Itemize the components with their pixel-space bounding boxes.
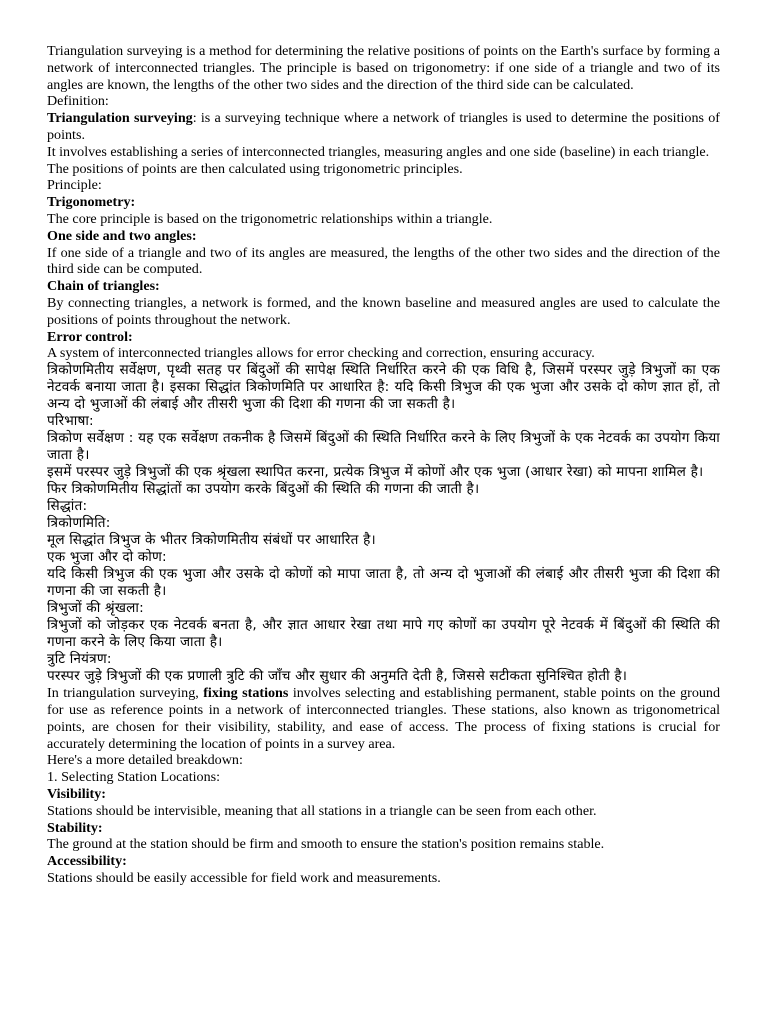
sides-angles-heading-text: One side and two angles: [47, 227, 197, 244]
hindi-trigonometry-text: मूल सिद्धांत त्रिभुज के भीतर त्रिकोणमितीय संबंधों पर आधारित है। [47, 532, 376, 549]
fixing-stations-body: involves selecting and establishing permanent, stable points on the ground for use as reference points in a network of interconnected triangles. These stations, also known as trigonometrical points, are chosen for their visibility, stability, and ease of access. The process of fixing stations is crucial for accurately determining the location of points in a survey area. [47, 685, 721, 752]
visibility-heading-text: Visibility: [47, 785, 106, 802]
trigonometry-heading-text: Trigonometry: [47, 194, 136, 211]
trigonometry-text: The core principle is based on the trigonometric relationships within a triangle. [47, 210, 493, 227]
sides-angles-text: If one side of a triangle and two of its angles are measured, the lengths of the other two sides and the direction of the third side can be computed. [47, 244, 720, 278]
chain-heading-text: Chain of triangles: [47, 278, 160, 295]
visibility-heading [47, 786, 720, 803]
step-1-heading: 1. Selecting Station Locations: [47, 769, 221, 786]
hindi-intro-paragraph: त्रिकोणमितीय सर्वेक्षण, पृथ्वी सतह पर बिंदुओं की सापेक्ष स्थिति निर्धारित करने की एक विधि है, जिसमें परस्पर जुड़े त्रिभुजों का एक नेटवर्क बनाया जाता है। इसका सिद्धांत त्रिकोणमिति पर आधारित है: यदि किसी त्रिभुज की एक भुजा और उसके दो कोण ज्ञात हों, तो अन्य दो भुजाओं की लंबाई और तीसरी भुजा की दिशा की गणना की जा सकती है। [47, 362, 720, 413]
stability-heading-text: Stability: [47, 819, 103, 836]
hindi-principle-label: सिद्धांत: [47, 498, 88, 515]
hindi-chain-heading: त्रिभुजों की श्रृंखला: [47, 600, 144, 617]
hindi-sides-angles-text: यदि किसी त्रिभुज की एक भुजा और उसके दो कोणों को मापा जाता है, तो अन्य दो भुजाओं की लंबाई और तीसरी भुजा की दिशा की गणना की जा सकती है। [47, 566, 720, 600]
intro-paragraph: Triangulation surveying is a method for determining the relative positions of points on the Earth's surface by forming a network of interconnected triangles. The principle is based on trigonometry: if one side of a triangle and two of its angles are known, the lengths of the other two sides and the direction of the third side can be calculated. [47, 43, 720, 93]
definition-detail-2: The positions of points are then calculated using trigonometric principles. [47, 160, 463, 177]
definition-term: Triangulation surveying [47, 110, 193, 127]
hindi-sides-angles-heading: एक भुजा और दो कोण: [47, 549, 167, 566]
definition-detail-1: It involves establishing a series of interconnected triangles, measuring angles and one side (baseline) in each triangle. [47, 143, 710, 160]
hindi-error-control-text: परस्पर जुड़े त्रिभुजों की एक प्रणाली त्रुटि की जाँच और सुधार की अनुमति देती है, जिससे सटीकता सुनिश्चित होती है। [47, 668, 628, 685]
definition-text: : is a surveying technique where a network of triangles is used to determine the positions of points. [47, 110, 720, 143]
stability-text: The ground at the station should be firm and smooth to ensure the station's position remains stable. [47, 836, 605, 853]
hindi-definition-detail-1: इसमें परस्पर जुड़े त्रिभुजों की एक श्रृंखला स्थापित करना, प्रत्येक त्रिभुज में कोणों और एक भुजा (आधार रेखा) को मापना शामिल है। [47, 464, 704, 481]
visibility-text: Stations should be intervisible, meaning that all stations in a triangle can be seen from each other. [47, 802, 597, 819]
hindi-definition-label: परिभाषा: [47, 413, 94, 430]
fixing-stations-lead: In triangulation surveying, [47, 685, 204, 702]
breakdown-line: Here's a more detailed breakdown: [47, 752, 243, 769]
error-control-heading [47, 329, 720, 346]
accessibility-heading [47, 853, 720, 870]
fixing-stations-paragraph [47, 685, 720, 752]
error-control-heading-text: Error control: [47, 328, 133, 345]
accessibility-text: Stations should be easily accessible for field work and measurements. [47, 869, 441, 886]
definition-label: Definition: [47, 93, 109, 110]
hindi-chain-text: त्रिभुजों को जोड़कर एक नेटवर्क बनता है, और ज्ञात आधार रेखा तथा मापे गए कोणों का उपयोग पूरे नेटवर्क में बिंदुओं की स्थिति की गणना करने के लिए किया जाता है। [47, 617, 720, 651]
stability-heading [47, 820, 720, 837]
chain-text: By connecting triangles, a network is formed, and the known baseline and measured angles are used to calculate the positions of points throughout the network. [47, 294, 720, 328]
document-body [47, 43, 720, 887]
trigonometry-heading [47, 194, 720, 211]
accessibility-heading-text: Accessibility: [47, 853, 127, 870]
hindi-trigonometry-heading: त्रिकोणमिति: [47, 515, 111, 532]
hindi-error-control-heading: त्रुटि नियंत्रण: [47, 651, 112, 668]
definition-paragraph [47, 110, 720, 144]
sides-angles-heading [47, 228, 720, 245]
chain-heading [47, 278, 720, 295]
hindi-definition-text: त्रिकोण सर्वेक्षण : यह एक सर्वेक्षण तकनीक है जिसमें बिंदुओं की स्थिति निर्धारित करने के लिए त्रिभुजों के एक नेटवर्क का उपयोग किया जाता है। [47, 430, 720, 464]
fixing-stations-term: fixing stations [203, 685, 289, 702]
error-control-text: A system of interconnected triangles allows for error checking and correction, ensuring accuracy. [47, 345, 595, 362]
hindi-definition-detail-2: फिर त्रिकोणमितीय सिद्धांतों का उपयोग करके बिंदुओं की स्थिति की गणना की जाती है। [47, 481, 480, 498]
principle-label: Principle: [47, 177, 102, 194]
